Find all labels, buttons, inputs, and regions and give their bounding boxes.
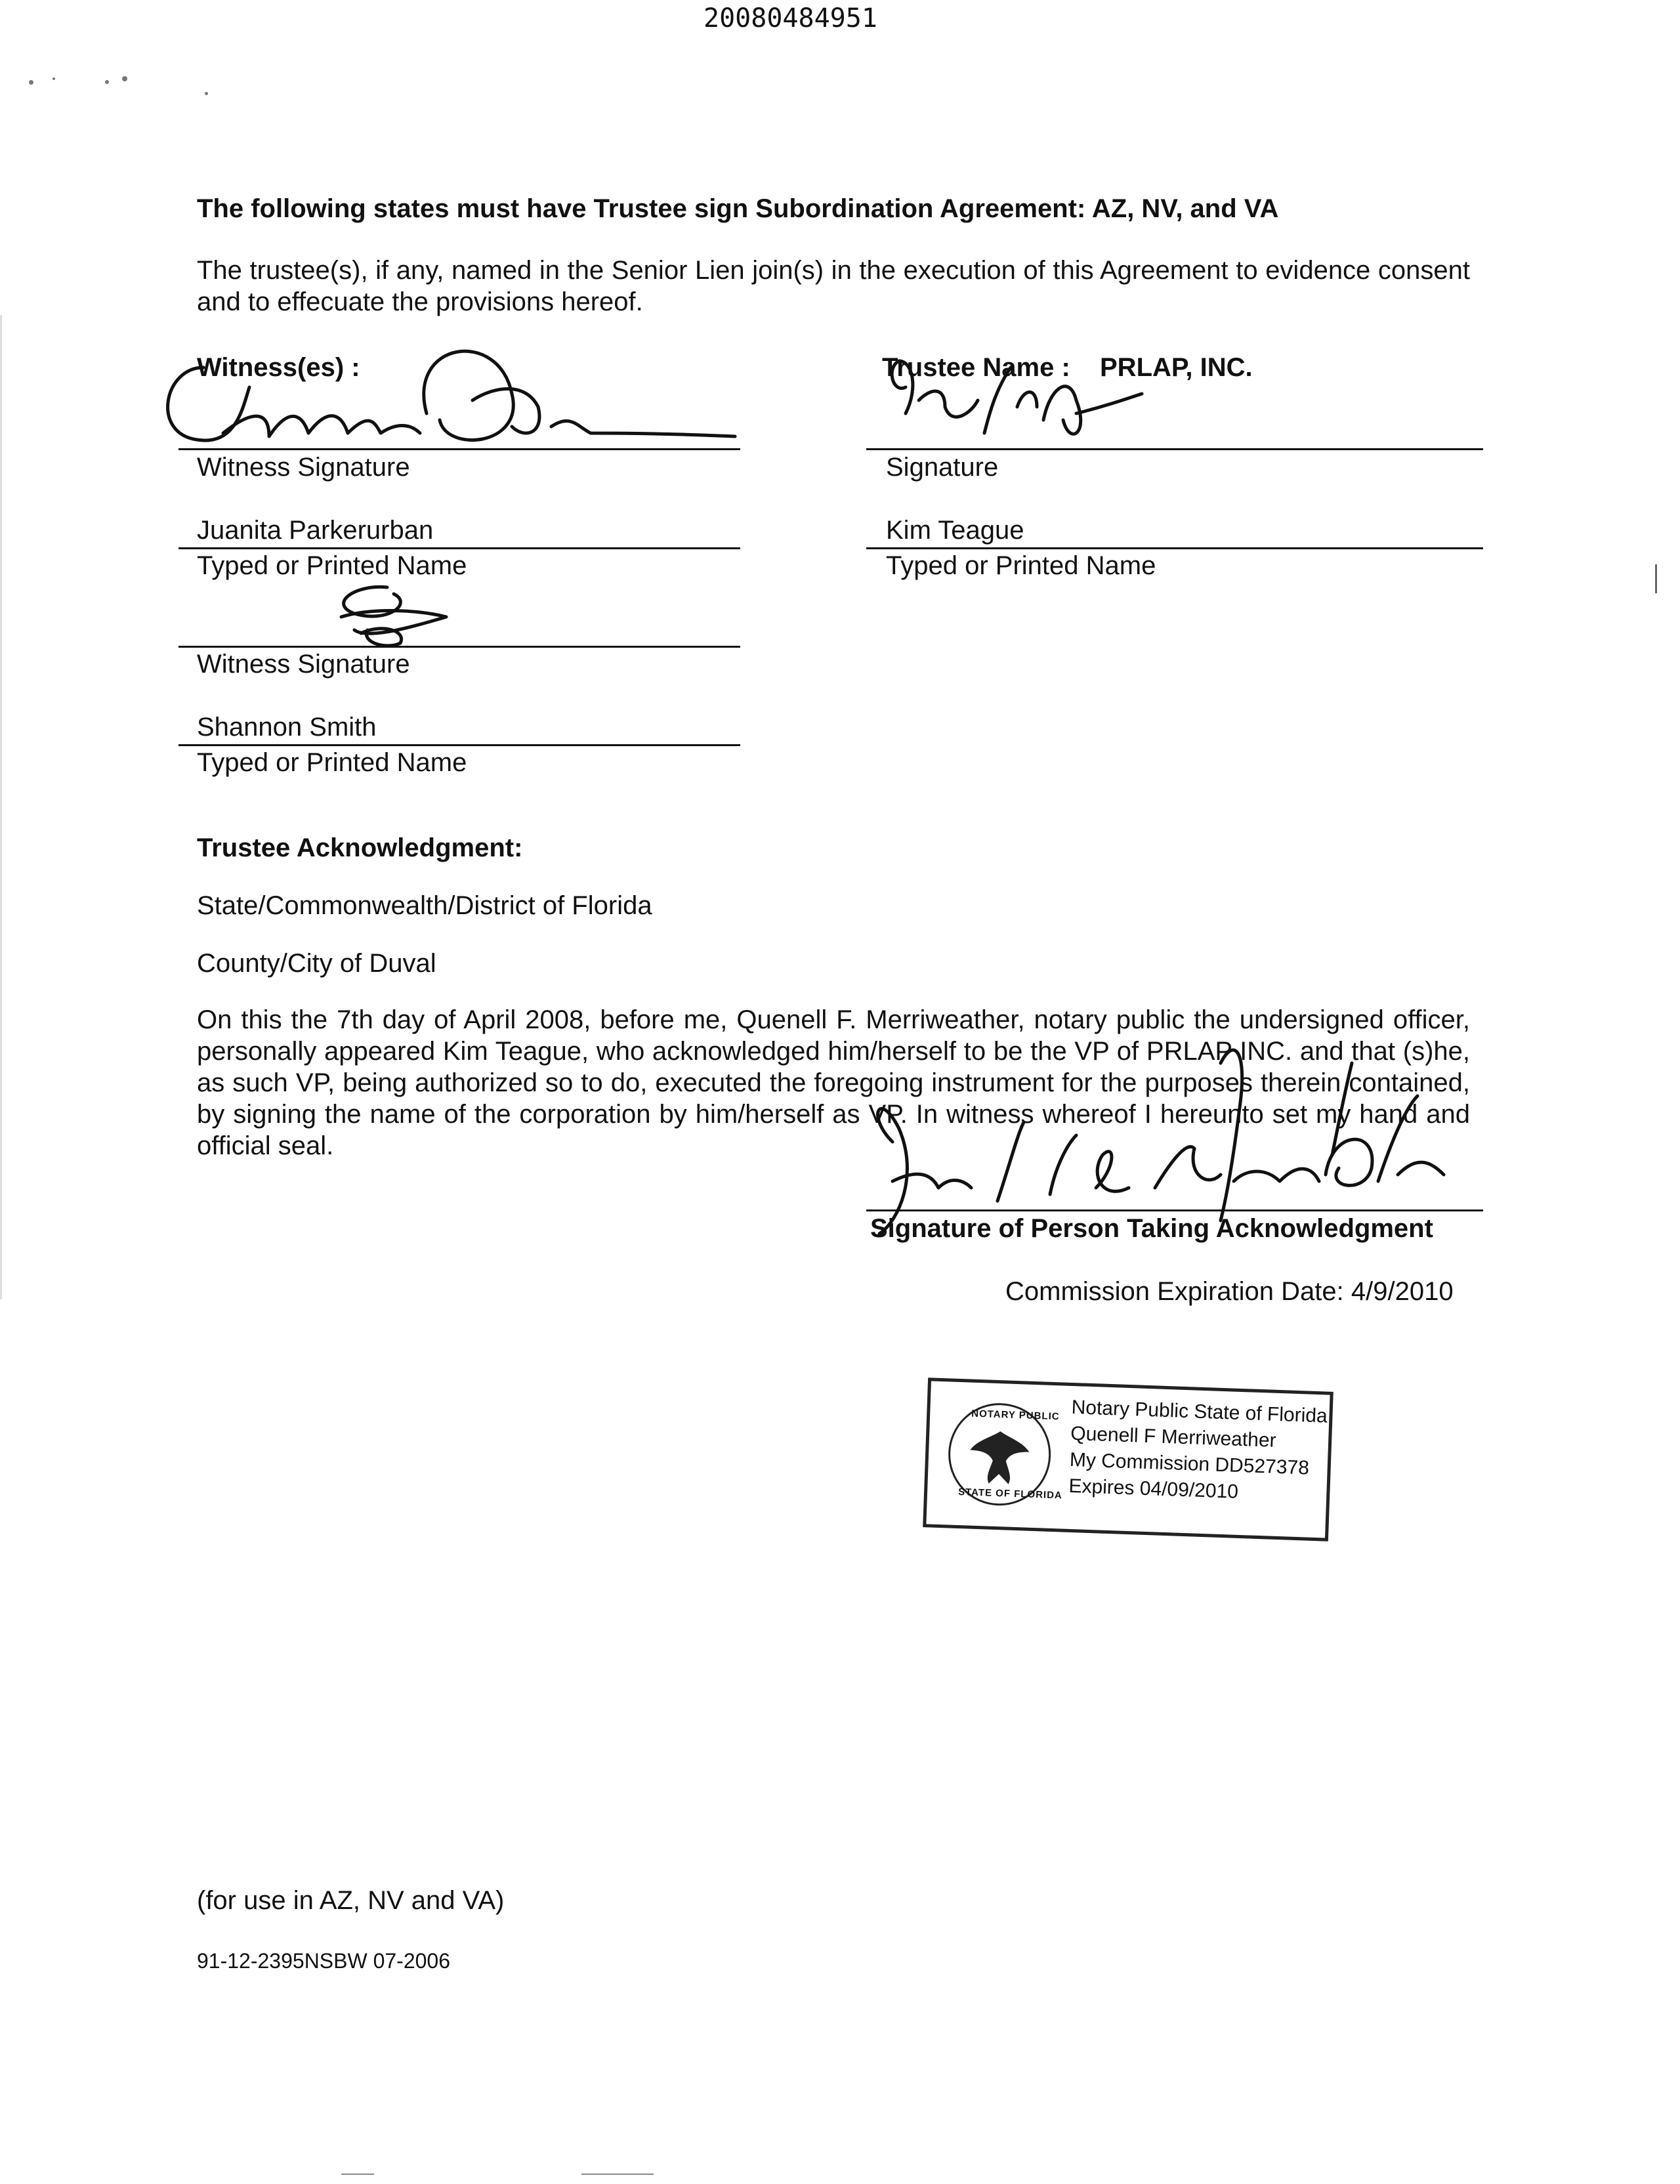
use-note: (for use in AZ, NV and VA) [197,1886,505,1915]
witness2-signature-label: Witness Signature [197,650,410,679]
scan-speck [105,80,109,84]
acknowledgment-heading: Trustee Acknowledgment: [197,833,523,862]
witness2-name: Shannon Smith [197,713,377,742]
stamp-line: Notary Public State of Florida [1071,1396,1328,1427]
witness2-signature-line [178,646,740,648]
stamp-line: Quenell F Merriweather [1070,1422,1277,1452]
scan-speck [122,76,127,81]
scan-speck [52,77,55,80]
witness2-name-line [178,744,740,746]
trustee-signature-image [853,328,1142,459]
scan-speck [205,92,208,95]
witness2-name-label: Typed or Printed Name [197,748,467,777]
seal-text-bottom: STATE OF FLORIDA [957,1486,1063,1502]
notary-signature-line [866,1209,1483,1211]
witness1-signature-label: Witness Signature [197,453,410,482]
witness2-signature-image [315,578,486,650]
commission-expiration: Commission Expiration Date: 4/9/2010 [1005,1277,1454,1306]
scan-speck [29,80,33,85]
section-heading: The following states must have Trustee sign Subordination Agreement: AZ, NV, and VA [197,194,1279,223]
notary-signature-image [853,1024,1470,1234]
form-code: 91-12-2395NSBW 07-2006 [197,1949,451,1973]
acknowledgment-body: On this the 7th day of April 2008, before me, Quenell F. Merriweather, notary public the undersigned officer, personally appeared Kim Teague, who acknowledged him/herself to be the VP of PRLAP INC. and that (s)he, as such VP, being authorized so to do, executed the foregoing instrument for the purposes therein contained, by signing the name of the corporation by him/herself as VP. In witness whereof I hereunto set my hand and official seal. [197,1005,1470,1160]
trustee-signer-name: Kim Teague [886,516,1024,545]
acknowledgment-county: County/City of Duval [197,949,436,978]
notary-signature-label: Signature of Person Taking Acknowledgment [870,1214,1433,1243]
notary-seal [946,1401,1063,1507]
trustee-header: Trustee Name : [882,353,1070,382]
witness1-signature-line [178,448,740,450]
witness1-signature-image [158,328,748,472]
seal-text-top: NOTARY PUBLIC [971,1408,1060,1423]
witness1-name-label: Typed or Printed Name [197,551,467,580]
notary-stamp [923,1377,1334,1541]
scan-mark [581,2174,654,2175]
witness-header: Witness(es) : [197,353,360,382]
witness1-name-line [178,547,740,549]
trustee-name: PRLAP, INC. [1100,353,1253,382]
trustee-signer-label: Typed or Printed Name [886,551,1156,580]
scan-edge [0,315,2,1299]
scan-mark [1655,564,1657,593]
stamp-line: My Commission DD527378 [1069,1448,1310,1479]
document-id: 20080484951 [704,3,877,33]
intro-paragraph: The trustee(s), if any, named in the Senior Lien join(s) in the execution of this Agreement to evidence consent and to effecuate the provisions hereof. [197,256,1470,316]
trustee-signature-line [866,448,1483,450]
stamp-line: Expires 04/09/2010 [1068,1475,1239,1503]
acknowledgment-state: State/Commonwealth/District of Florida [197,891,652,920]
witness1-name: Juanita Parkerurban [197,516,434,545]
trustee-signer-line [866,547,1483,549]
trustee-signature-label: Signature [886,453,999,482]
scan-mark [341,2174,374,2175]
